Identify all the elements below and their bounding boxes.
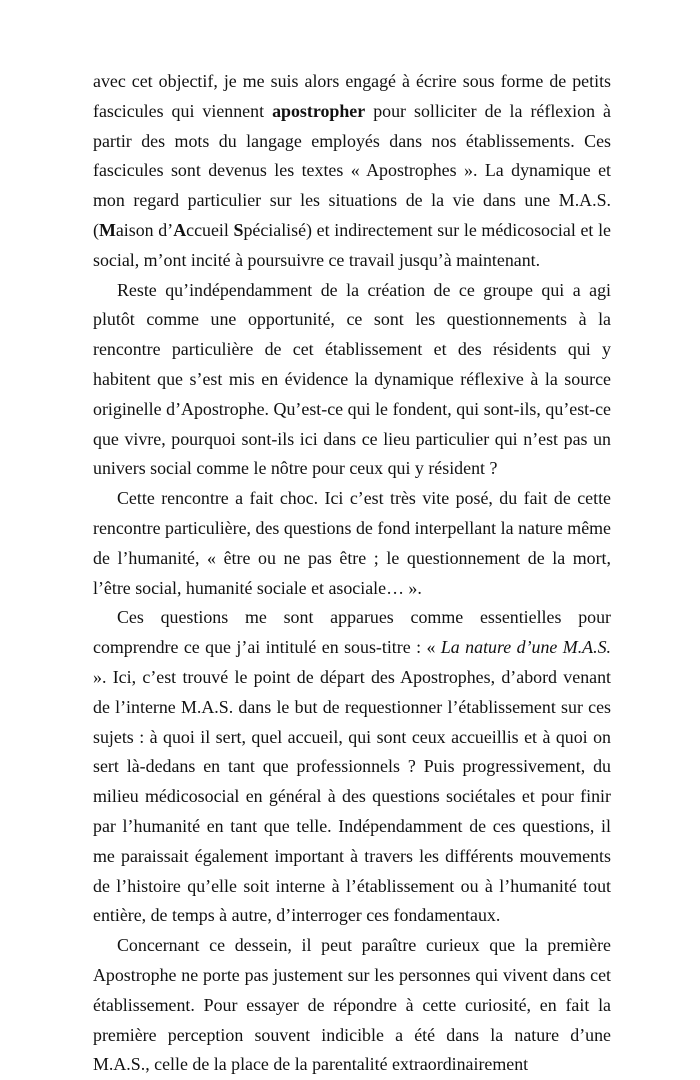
italic-subtitle: La nature d’une M.A.S.: [440, 637, 611, 658]
bold-initial-m: M: [98, 219, 116, 240]
text-segment: ». Ici, c’est trouvé le point de départ des Apostrophes, d’abord venant de l’interne M.A.S. dans le but de requestionner l’établissement sur ces sujets : à quoi il sert, quel accueil, qui sont ceux accueillis et à quoi on sert là-dedans en tant que professionnels ? Puis progressivement, du milieu médicosocial en général à des questions sociétales et pour finir par l’humanité en tant que telle. Indépendamment de ces questions, il me paraissait également important à travers les différents mouvements de l’histoire qu’elle soit interne à l’établissement ou à l’humanité tout entière, de temps à autre, d’interroger ces fondamentaux.: [93, 666, 611, 926]
text-segment: pécialisé) et indirectement sur le médicosocial et le social, m’ont incité à poursuivre ce travail jusqu’à maintenant.: [93, 219, 611, 270]
paragraph-2: [93, 276, 611, 485]
text-segment: avec cet objectif, je me suis alors engagé à écrire sous forme de petits fascicules qui viennent: [93, 71, 611, 121]
text-segment: pour solliciter de la réflexion à partir des mots du langage employés dans nos établissements. Ces fascicules sont devenus les textes « Apostrophes ». La dynamique et mon regard particulier sur les situations de la vie dans une M.A.S. (: [93, 100, 611, 240]
text-segment: ccueil: [186, 219, 234, 240]
bold-initial-a: A: [173, 219, 187, 240]
paragraph-5: [93, 931, 611, 1080]
paragraph-4: [93, 603, 611, 931]
bold-term-apostropher: apostropher: [272, 100, 366, 121]
paragraph-1: [93, 67, 611, 276]
page-body: [93, 67, 611, 1080]
bold-initial-s: S: [233, 219, 244, 240]
text-segment: Concernant ce dessein, il peut paraître curieux que la première Apostrophe ne porte pas justement sur les personnes qui vivent dans cet établissement. Pour essayer de répondre à cette curiosité, en fait la première perception souvent indicible a été dans la nature d’une M.A.S., celle de la place de la parentalité extraordinairement: [93, 935, 611, 1075]
text-segment: Cette rencontre a fait choc. Ici c’est très vite posé, du fait de cette rencontre particulière, des questions de fond interpellant la nature même de l’humanité, « être ou ne pas être ; le questionnement de la mort, l’être social, humanité sociale et asociale… ».: [93, 488, 611, 598]
paragraph-3: [93, 484, 611, 603]
text-segment: aison d’: [115, 219, 174, 240]
text-segment: Ces questions me sont apparues comme essentielles pour comprendre ce que j’ai intitulé en sous-titre : «: [93, 607, 611, 658]
text-segment: Reste qu’indépendamment de la création de ce groupe qui a agi plutôt comme une opportunité, ce sont les questionnements à la rencontre particulière de cet établissement et des résidents qui y habitent que s’est mis en évidence la dynamique réflexive à la source originelle d’Apostrophe. Qu’est-ce qui le fondent, qui sont-ils, qu’est-ce que vivre, pourquoi sont-ils ici dans ce lieu particulier qui n’est pas un univers social comme le nôtre pour ceux qui y résident ?: [93, 279, 611, 479]
